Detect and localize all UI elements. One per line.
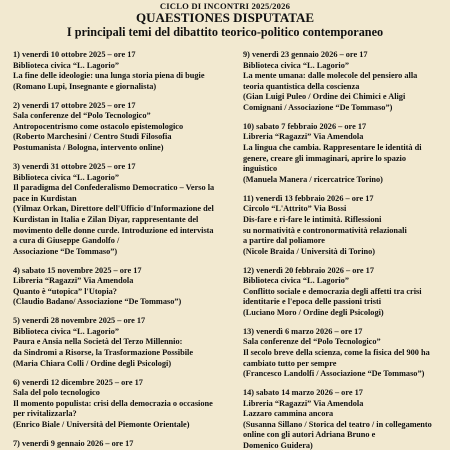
event-entry [243, 50, 448, 114]
event-line: Paura e Ansia nella Società del Terzo Millennio: [13, 337, 183, 347]
event-date: 1) venerdì 10 ottobre 2025 – ore 17 [13, 50, 136, 59]
event-date: 12) venerdì 20 febbraio 2026 – ore 17 [243, 265, 374, 275]
event-line: (Yilmaz Orkan, Direttore dell'Ufficio d'Informazione del [13, 204, 214, 214]
event-line: a cura di Giuseppe Gandolfo / [13, 236, 120, 246]
event-date: 4) sabato 15 novembre 2025 – ore 17 [13, 265, 142, 275]
event-line: Biblioteca civica “L. Lagorio” [243, 60, 350, 70]
event-entry [243, 388, 448, 450]
event-line: pace in Kurdistan [13, 193, 77, 203]
event-line: (Claudio Badano/ Associazione “De Tommaso”) [13, 297, 182, 307]
event-date: 7) venerdì 9 gennaio 2026 – ore 17 [13, 438, 134, 448]
events-column-right [243, 50, 448, 450]
event-line: online con gli autori Adriana Bruno e [243, 430, 376, 440]
cycle-heading: CICLO DI INCONTRI 2025/2026 [159, 1, 291, 11]
event-line: Libreria “Ragazzi” Via Amendola [243, 398, 364, 408]
event-line: Sala conferenze del “Polo Tecnologico” [243, 337, 381, 347]
events-columns [0, 50, 450, 450]
event-line: da Sindromi a Risorse, la Trasformazione Possibile [13, 348, 193, 358]
event-line: La mente umana: dalle molecole del pensiero alla [243, 71, 418, 81]
event-line: inguistico [243, 164, 278, 174]
event-line: Domenico Guidera) [243, 441, 313, 450]
event-line: (Luciano Moro / Ordine degli Psicologi) [243, 307, 384, 317]
event-entry [13, 439, 245, 450]
event-line: Lazzaro cammina ancora [243, 409, 334, 419]
event-line: Dis-fare e ri-fare le intimità. Riflessioni [243, 214, 382, 224]
event-line: Sala conferenze del “Polo Tecnologico” [13, 111, 151, 121]
event-line: Kurdistan in Italia e Zilan Diyar, rappresentante del [13, 214, 199, 224]
event-line: su normatività e contronormatività relazionali [243, 225, 407, 235]
event-entry [13, 50, 245, 92]
event-line: La fine delle ideologie: una lunga storia piena di bugie [13, 71, 205, 81]
event-entry [13, 101, 245, 154]
event-date: 6) venerdì 12 dicembre 2025 – ore 17 [13, 377, 143, 387]
event-line: (Gian Luigi Puleo / Ordine dei Chimici e Aligi [243, 92, 406, 102]
event-line: (Nicole Braida / Università di Torino) [243, 246, 376, 256]
event-entry [243, 194, 448, 258]
event-line: a partire dal poliamore [243, 236, 325, 246]
event-line: Il momento populista: crisi della democrazia o occasione [13, 398, 213, 408]
event-line: Quanto è “utopica” l'Utopia? [13, 286, 117, 296]
event-line: movimento delle donne curde. Introduzione ed intervista [13, 225, 214, 235]
event-date: 3) venerdì 31 ottobre 2025 – ore 17 [13, 161, 136, 171]
event-entry [13, 378, 245, 431]
event-line: Biblioteca civica “L. Lagorio” [243, 276, 350, 286]
event-line: (Romano Lupi, Insegnante e giornalista) [13, 81, 157, 91]
event-entry [13, 162, 245, 257]
event-line: Biblioteca civica “L. Lagorio” [13, 172, 120, 182]
event-date: 9) venerdì 23 gennaio 2026 – ore 17 [243, 50, 368, 59]
event-line: (Enrico Biale / Università del Piemonte Orientale) [13, 419, 190, 429]
event-line: Antropocentrismo come ostacolo epistemologico [13, 121, 184, 131]
event-entry [243, 122, 448, 186]
event-date: 2) venerdì 17 ottobre 2025 – ore 17 [13, 100, 136, 110]
event-line: Biblioteca civica “L. Lagorio” [13, 60, 120, 70]
event-line: Sala del polo tecnologico [13, 388, 100, 398]
event-date: 11) venerdì 13 febbraio 2026 – ore 17 [243, 193, 374, 203]
event-line: per rivitalizzarla? [13, 409, 77, 419]
event-line: Libreria “Ragazzi” Via Amendola [13, 276, 134, 286]
event-line: Biblioteca civica “L. Lagorio” [13, 326, 120, 336]
event-line: La lingua che cambia. Rappresentare le identità di [243, 143, 422, 153]
event-date: 14) sabato 14 marzo 2026 – ore 17 [243, 388, 363, 398]
event-line: teoria quantistica della coscienza [243, 81, 360, 91]
event-line: Postumanista / Bologna, intervento online) [13, 143, 164, 153]
event-line: (Roberto Marchesini / Centro Studi Filosofia [13, 132, 172, 142]
event-line: cambiato tutto per sempre [243, 358, 337, 368]
event-entry [243, 266, 448, 319]
event-line: Comignani / Associazione “De Tommaso”) [243, 102, 393, 112]
event-line: Libreria “Ragazzi” Via Amendola [243, 132, 364, 142]
event-line: Associazione “De Tommaso”) [13, 246, 118, 256]
event-date: 13) venerdì 6 marzo 2026 – ore 17 [243, 326, 363, 336]
event-line: Il paradigma del Confederalismo Democratico – Verso la [13, 183, 215, 193]
poster-title: QUAESTIONES DISPUTATAE [135, 10, 315, 25]
event-line: (Maria Chiara Colli / Ordine degli Psicologi) [13, 358, 172, 368]
event-line: (Francesco Landolfi / Associazione “De Tommaso”) [243, 369, 425, 379]
poster-header [0, 0, 450, 39]
poster-subtitle: I principali temi del dibattito teorico-politico contemporaneo [66, 25, 384, 39]
event-date: 5) venerdì 28 novembre 2025 – ore 17 [13, 316, 146, 326]
event-line: (Manuela Manera / ricercatrice Torino) [243, 174, 383, 184]
event-line: Il secolo breve della scienza, come la fisica del 900 ha [243, 348, 430, 358]
event-line: Conflitto sociale e democrazia degli affetti tra crisi [243, 286, 422, 296]
event-line: (Susanna Sillano / Storica del teatro / in collegamento [243, 419, 432, 429]
event-entry [243, 327, 448, 380]
event-line: Circolo “L'Attrito” Via Bossi [243, 204, 347, 214]
event-line: identitarie e l'epoca delle passioni tristi [243, 297, 382, 307]
event-date: 10) sabato 7 febbraio 2026 – ore 17 [243, 121, 367, 131]
event-line: genere, creare gli immaginari, aprire lo spazio [243, 153, 406, 163]
event-entry [13, 316, 245, 369]
event-entry [13, 266, 245, 308]
events-column-left [13, 50, 245, 450]
